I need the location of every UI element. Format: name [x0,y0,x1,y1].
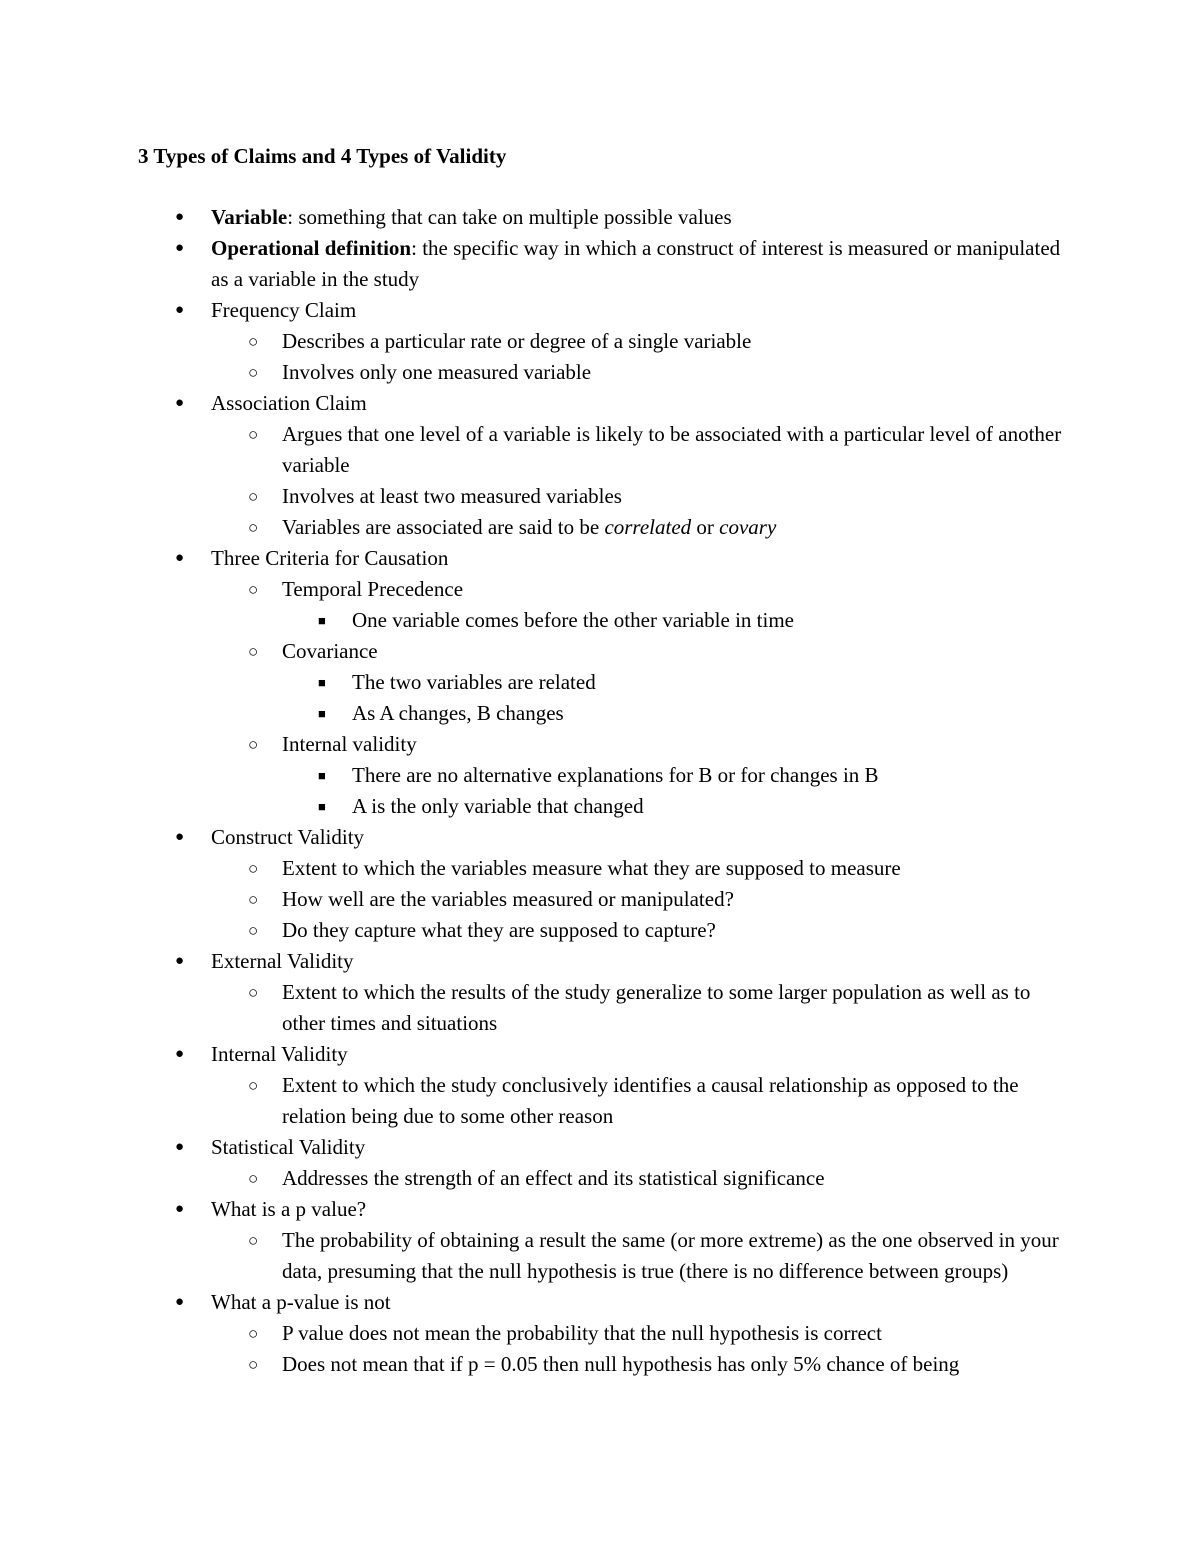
square-bullet-marker: ■ [318,706,326,721]
bullet-text: External Validity [211,949,354,973]
sub-bullet-text: Describes a particular rate or degree of a single variable [282,329,752,353]
bullet-marker: ● [175,829,185,845]
sub-bullet-text: Do they capture what they are supposed to capture? [282,918,716,942]
sub-bullet-item [0,1225,1072,1287]
bullet-marker: ● [175,1294,185,1310]
bullet-outline [0,202,1200,1380]
sub-bullet-marker: ○ [248,425,259,444]
sub-sub-bullet-item [0,698,1072,729]
sub-bullet-marker: ○ [248,332,259,351]
sub-bullet-text: or [691,515,720,539]
bullet-marker: ● [175,1046,185,1062]
definition-text: : something that can take on multiple possible values [287,205,732,229]
sub-sub-bullet-item [0,605,1072,636]
sub-bullet-text: Does not mean that if p = 0.05 then null hypothesis has only 5% chance of being [282,1352,960,1376]
italic-term-correlated: correlated [604,515,692,539]
square-bullet-marker: ■ [318,613,326,628]
sub-bullet-marker: ○ [248,921,259,940]
bullet-text: Association Claim [211,391,367,415]
sub-sub-bullet-text: There are no alternative explanations for B or for changes in B [352,763,879,787]
sub-bullet-item [0,1349,1072,1380]
sub-bullet-text: Extent to which the results of the study generalize to some larger population as well as to other times and situations [282,980,1031,1035]
bullet-text: What is a p value? [211,1197,367,1221]
sub-bullet-item [0,729,1072,760]
sub-bullet-text: Extent to which the study conclusively identifies a causal relationship as opposed to the relation being due to some other reason [282,1073,1019,1128]
sub-bullet-text: P value does not mean the probability that the null hypothesis is correct [282,1321,882,1345]
sub-sub-bullet-item [0,760,1072,791]
sub-bullet-marker: ○ [248,890,259,909]
sub-bullet-item [0,1318,1072,1349]
bullet-marker: ● [175,240,185,256]
sub-bullet-marker: ○ [248,518,259,537]
term-variable: Variable [211,205,288,229]
sub-sub-bullet-item [0,791,1072,822]
sub-sub-bullet-text: The two variables are related [352,670,596,694]
bullet-text: Construct Validity [211,825,365,849]
bullet-item [0,1287,1071,1318]
bullet-item [0,1039,1071,1070]
bullet-marker: ● [175,302,185,318]
bullet-item [0,822,1071,853]
bullet-item [0,295,1071,326]
document-title: 3 Types of Claims and 4 Types of Validity [138,144,507,168]
sub-sub-bullet-text: One variable comes before the other variable in time [352,608,794,632]
term-operational-definition: Operational definition [211,236,412,260]
sub-bullet-text: Temporal Precedence [282,577,464,601]
sub-bullet-text: Involves only one measured variable [282,360,592,384]
bullet-text: What a p-value is not [211,1290,391,1314]
sub-bullet-item [0,1163,1072,1194]
sub-bullet-marker: ○ [248,642,259,661]
bullet-item [0,1132,1071,1163]
bullet-text: Statistical Validity [211,1135,366,1159]
sub-bullet-text: The probability of obtaining a result the same (or more extreme) as the one observed in your data, presuming that the null hypothesis is true (there is no difference between groups) [282,1228,1059,1283]
sub-bullet-text: Internal validity [282,732,417,756]
sub-bullet-marker: ○ [248,859,259,878]
bullet-marker: ● [175,953,185,969]
sub-bullet-item [0,326,1072,357]
sub-sub-bullet-text: As A changes, B changes [352,701,564,725]
sub-bullet-text: Argues that one level of a variable is likely to be associated with a particular level of another variable [282,422,1062,477]
sub-bullet-item [0,574,1072,605]
sub-bullet-marker: ○ [248,1355,259,1374]
bullet-marker: ● [175,1201,185,1217]
bullet-text: Three Criteria for Causation [211,546,449,570]
sub-bullet-text: Extent to which the variables measure what they are supposed to measure [282,856,901,880]
sub-bullet-item [0,915,1072,946]
sub-bullet-text: Involves at least two measured variables [282,484,622,508]
sub-bullet-item [0,481,1072,512]
bullet-marker: ● [175,395,185,411]
bullet-item [0,946,1071,977]
square-bullet-marker: ■ [318,799,326,814]
sub-bullet-marker: ○ [248,735,259,754]
bullet-item [0,543,1071,574]
sub-bullet-text: How well are the variables measured or manipulated? [282,887,734,911]
sub-bullet-marker: ○ [248,580,259,599]
sub-bullet-marker: ○ [248,1169,259,1188]
bullet-text: Internal Validity [211,1042,348,1066]
sub-bullet-text: Addresses the strength of an effect and its statistical significance [282,1166,825,1190]
square-bullet-marker: ■ [318,768,326,783]
sub-bullet-item [0,1070,1072,1132]
sub-bullet-marker: ○ [248,1324,259,1343]
definition-text: : the specific way in which a construct of interest is measured or manipulated as a variable in the study [211,236,1061,291]
bullet-item [0,202,1071,233]
bullet-item [0,233,1071,295]
sub-bullet-item [0,884,1072,915]
sub-bullet-marker: ○ [248,1231,259,1250]
sub-bullet-item [0,357,1072,388]
sub-bullet-item [0,853,1072,884]
bullet-item [0,388,1071,419]
bullet-marker: ● [175,1139,185,1155]
sub-bullet-item [0,977,1072,1039]
bullet-text: Frequency Claim [211,298,357,322]
sub-bullet-text: Variables are associated are said to be [282,515,605,539]
bullet-item [0,1194,1071,1225]
sub-bullet-marker: ○ [248,363,259,382]
sub-bullet-text: Covariance [282,639,378,663]
sub-bullet-item [0,636,1072,667]
square-bullet-marker: ■ [318,675,326,690]
bullet-marker: ● [175,209,185,225]
bullet-marker: ● [175,550,185,566]
sub-bullet-marker: ○ [248,1076,259,1095]
sub-bullet-item [0,419,1072,481]
italic-term-covary: covary [719,515,777,539]
sub-sub-bullet-item [0,667,1072,698]
sub-sub-bullet-text: A is the only variable that changed [352,794,644,818]
sub-bullet-marker: ○ [248,983,259,1002]
sub-bullet-marker: ○ [248,487,259,506]
sub-bullet-item [0,512,1072,543]
